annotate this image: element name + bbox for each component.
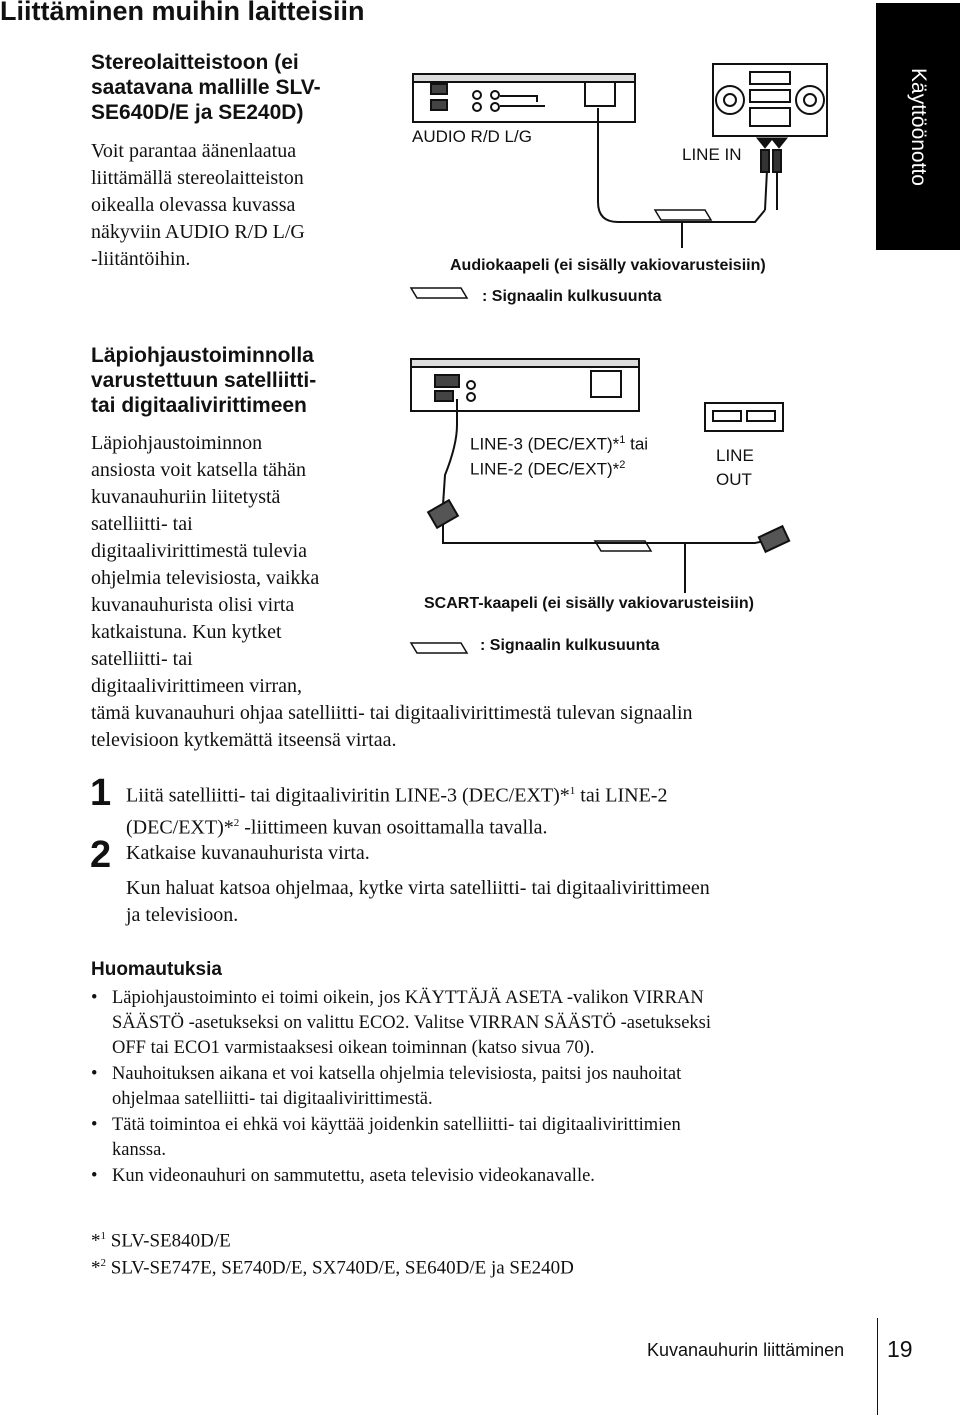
line3-text: LINE-3 (DEC/EXT)*	[470, 434, 620, 454]
step-2-text	[126, 840, 370, 867]
stereo-heading	[91, 50, 321, 125]
satellite-body-line: kuvanauhuriin liitetystä	[91, 486, 281, 508]
satellite-heading-line: tai digitaalivirittimeen	[91, 394, 307, 417]
satellite-heading	[91, 343, 316, 418]
note-line: Kun videonauhuri on sammutettu, aseta televisio videokanavalle.	[112, 1166, 595, 1186]
stereo-body-line: -liitäntöihin.	[91, 248, 191, 270]
satellite-body-line: Läpiohjaustoiminnon	[91, 432, 263, 454]
footnote-number: 2	[100, 1257, 106, 1269]
line-in-arrow-icon	[757, 138, 787, 148]
footer-divider	[877, 1318, 878, 1415]
footnote-ref: 2	[619, 459, 626, 471]
footnote-mark: *	[91, 1257, 101, 1279]
step-text-part: (DEC/EXT)*	[126, 816, 234, 839]
step-1-text	[126, 778, 667, 841]
note-line: Tätä toimintoa ei ehkä voi käyttää joidenkin satelliitti- tai digitaalivirittimien	[112, 1115, 681, 1135]
scart-cable-label: SCART-kaapeli (ei sisälly vakiovarusteisiin)	[424, 595, 754, 612]
step-text-part: Liitä satelliitti- tai digitaaliviritin LINE-3 (DEC/EXT)*	[126, 784, 570, 807]
satellite-body-line: digitaalivirittimeen virran,	[91, 675, 303, 697]
signal-arrow-icon	[655, 210, 711, 220]
stereo-body-line: liittämällä stereolaitteiston	[91, 167, 304, 189]
satellite-heading-line: varustettuun satelliitti-	[91, 369, 317, 392]
satellite-body-line: kuvanauhurista olisi virta	[91, 594, 295, 616]
bullet: •	[91, 1115, 98, 1135]
footnote-mark: *	[91, 1230, 101, 1252]
satellite-body-line: satelliitti- tai	[91, 513, 193, 535]
satellite-body-line: tämä kuvanauhuri ohjaa satelliitti- tai digitaalivirittimestä tulevan signaalin	[91, 702, 693, 724]
note-item	[91, 1113, 871, 1163]
step-line: Katkaise kuvanauhurista virta.	[126, 842, 370, 864]
satellite-body-line: televisioon kytkemättä itseensä virtaa.	[91, 729, 397, 751]
side-tab-label: Käyttöönotto	[907, 67, 930, 186]
note-line: SÄÄSTÖ -asetukseksi on valittu ECO2. Valitse VIRRAN SÄÄSTÖ -asetukseksi	[112, 1013, 712, 1033]
legend-signal-arrow-icon	[411, 288, 467, 298]
bullet: •	[91, 1064, 98, 1084]
legend-signal-arrow-icon	[411, 643, 467, 653]
line2-connector-label	[470, 453, 625, 482]
step-detail-line: Kun haluat katsoa ohjelmaa, kytke virta satelliitti- tai digitaalivirittimeen	[126, 877, 710, 899]
footnote-ref: 2	[233, 816, 240, 829]
bullet: •	[91, 988, 98, 1008]
signal-direction-legend: : Signaalin kulkusuunta	[482, 288, 662, 305]
stereo-heading-line: saatavana mallille SLV-	[91, 76, 321, 99]
satellite-body-line: ansiosta voit katsella tähän	[91, 459, 306, 481]
line-out-text: LINE	[716, 446, 754, 465]
note-item	[91, 1062, 871, 1112]
note-line: ohjelmaa satelliitti- tai digitaalivirittimestä.	[112, 1089, 433, 1109]
note-item	[91, 986, 871, 1061]
note-item	[91, 1164, 871, 1189]
step-text-part: tai LINE-2	[575, 784, 668, 807]
notes-heading: Huomautuksia	[91, 959, 222, 980]
step-2-detail	[126, 875, 710, 929]
audio-cable-label: Audiokaapeli (ei sisälly vakiovarusteisiin)	[450, 257, 766, 274]
line3-text-or: tai	[625, 434, 649, 454]
step-number: 1	[90, 772, 112, 814]
stereo-heading-line: SE640D/E ja SE240D)	[91, 101, 304, 124]
step-text-part: -liittimeen kuvan osoittamalla tavalla.	[239, 816, 548, 839]
step-detail-line: ja televisioon.	[126, 904, 239, 926]
section-side-tab	[876, 3, 960, 250]
note-line: OFF tai ECO1 varmistaaksesi oikean toiminnan (katso sivua 70).	[112, 1038, 595, 1058]
footnote-ref: 1	[619, 434, 626, 446]
note-line: Nauhoituksen aikana et voi katsella ohjelmia televisiosta, paitsi jos nauhoitat	[112, 1064, 682, 1084]
audio-connector-label: AUDIO R/D L/G	[412, 127, 532, 146]
satellite-body-line: ohjelmia televisiosta, vaikka	[91, 567, 320, 589]
stereo-body-line: näkyviin AUDIO R/D L/G	[91, 221, 305, 243]
footnote-text: SLV-SE840D/E	[106, 1230, 231, 1252]
footnote	[91, 1250, 574, 1281]
footer-section-name: Kuvanauhurin liittäminen	[647, 1340, 845, 1360]
note-line: Läpiohjaustoiminto ei toimi oikein, jos KÄYTTÄJÄ ASETA -valikon VIRRAN	[112, 988, 704, 1008]
satellite-heading-line: Läpiohjaustoiminnolla	[91, 344, 314, 367]
satellite-tuner-icon	[705, 403, 783, 431]
stereo-body-line: Voit parantaa äänenlaatua	[91, 140, 297, 162]
vcr-rear-icon	[413, 74, 635, 122]
footnote-ref: 1	[569, 785, 576, 797]
step-number: 2	[90, 834, 112, 876]
line2-text: LINE-2 (DEC/EXT)*	[470, 459, 620, 479]
satellite-body-line: katkaistuna. Kun kytket	[91, 621, 282, 643]
stereo-heading-line: Stereolaitteistoon (ei	[91, 51, 299, 74]
satellite-body-line: digitaalivirittimestä tulevia	[91, 540, 308, 562]
note-line: kanssa.	[112, 1140, 166, 1160]
bullet: •	[91, 1166, 98, 1186]
footnote-text: SLV-SE747E, SE740D/E, SX740D/E, SE640D/E ja SE240D	[106, 1257, 574, 1279]
stereo-body	[91, 138, 305, 273]
step-line	[126, 778, 667, 810]
footnote-number: 1	[100, 1230, 106, 1242]
vcr-rear-icon	[411, 359, 639, 411]
audio-cable-icon	[500, 96, 781, 248]
page-title: Liittäminen muihin laitteisiin	[0, 0, 365, 26]
step-line	[126, 810, 667, 842]
stereo-body-line: oikealla olevassa kuvassa	[91, 194, 296, 216]
line-in-label: LINE IN	[682, 145, 742, 164]
line-out-label	[716, 444, 754, 492]
satellite-body-line: satelliitti- tai	[91, 648, 193, 670]
line-out-text: OUT	[716, 470, 752, 489]
notes-section	[91, 986, 871, 1190]
signal-direction-legend: : Signaalin kulkusuunta	[480, 637, 660, 654]
page-number: 19	[887, 1336, 913, 1362]
stereo-system-icon	[713, 64, 827, 136]
